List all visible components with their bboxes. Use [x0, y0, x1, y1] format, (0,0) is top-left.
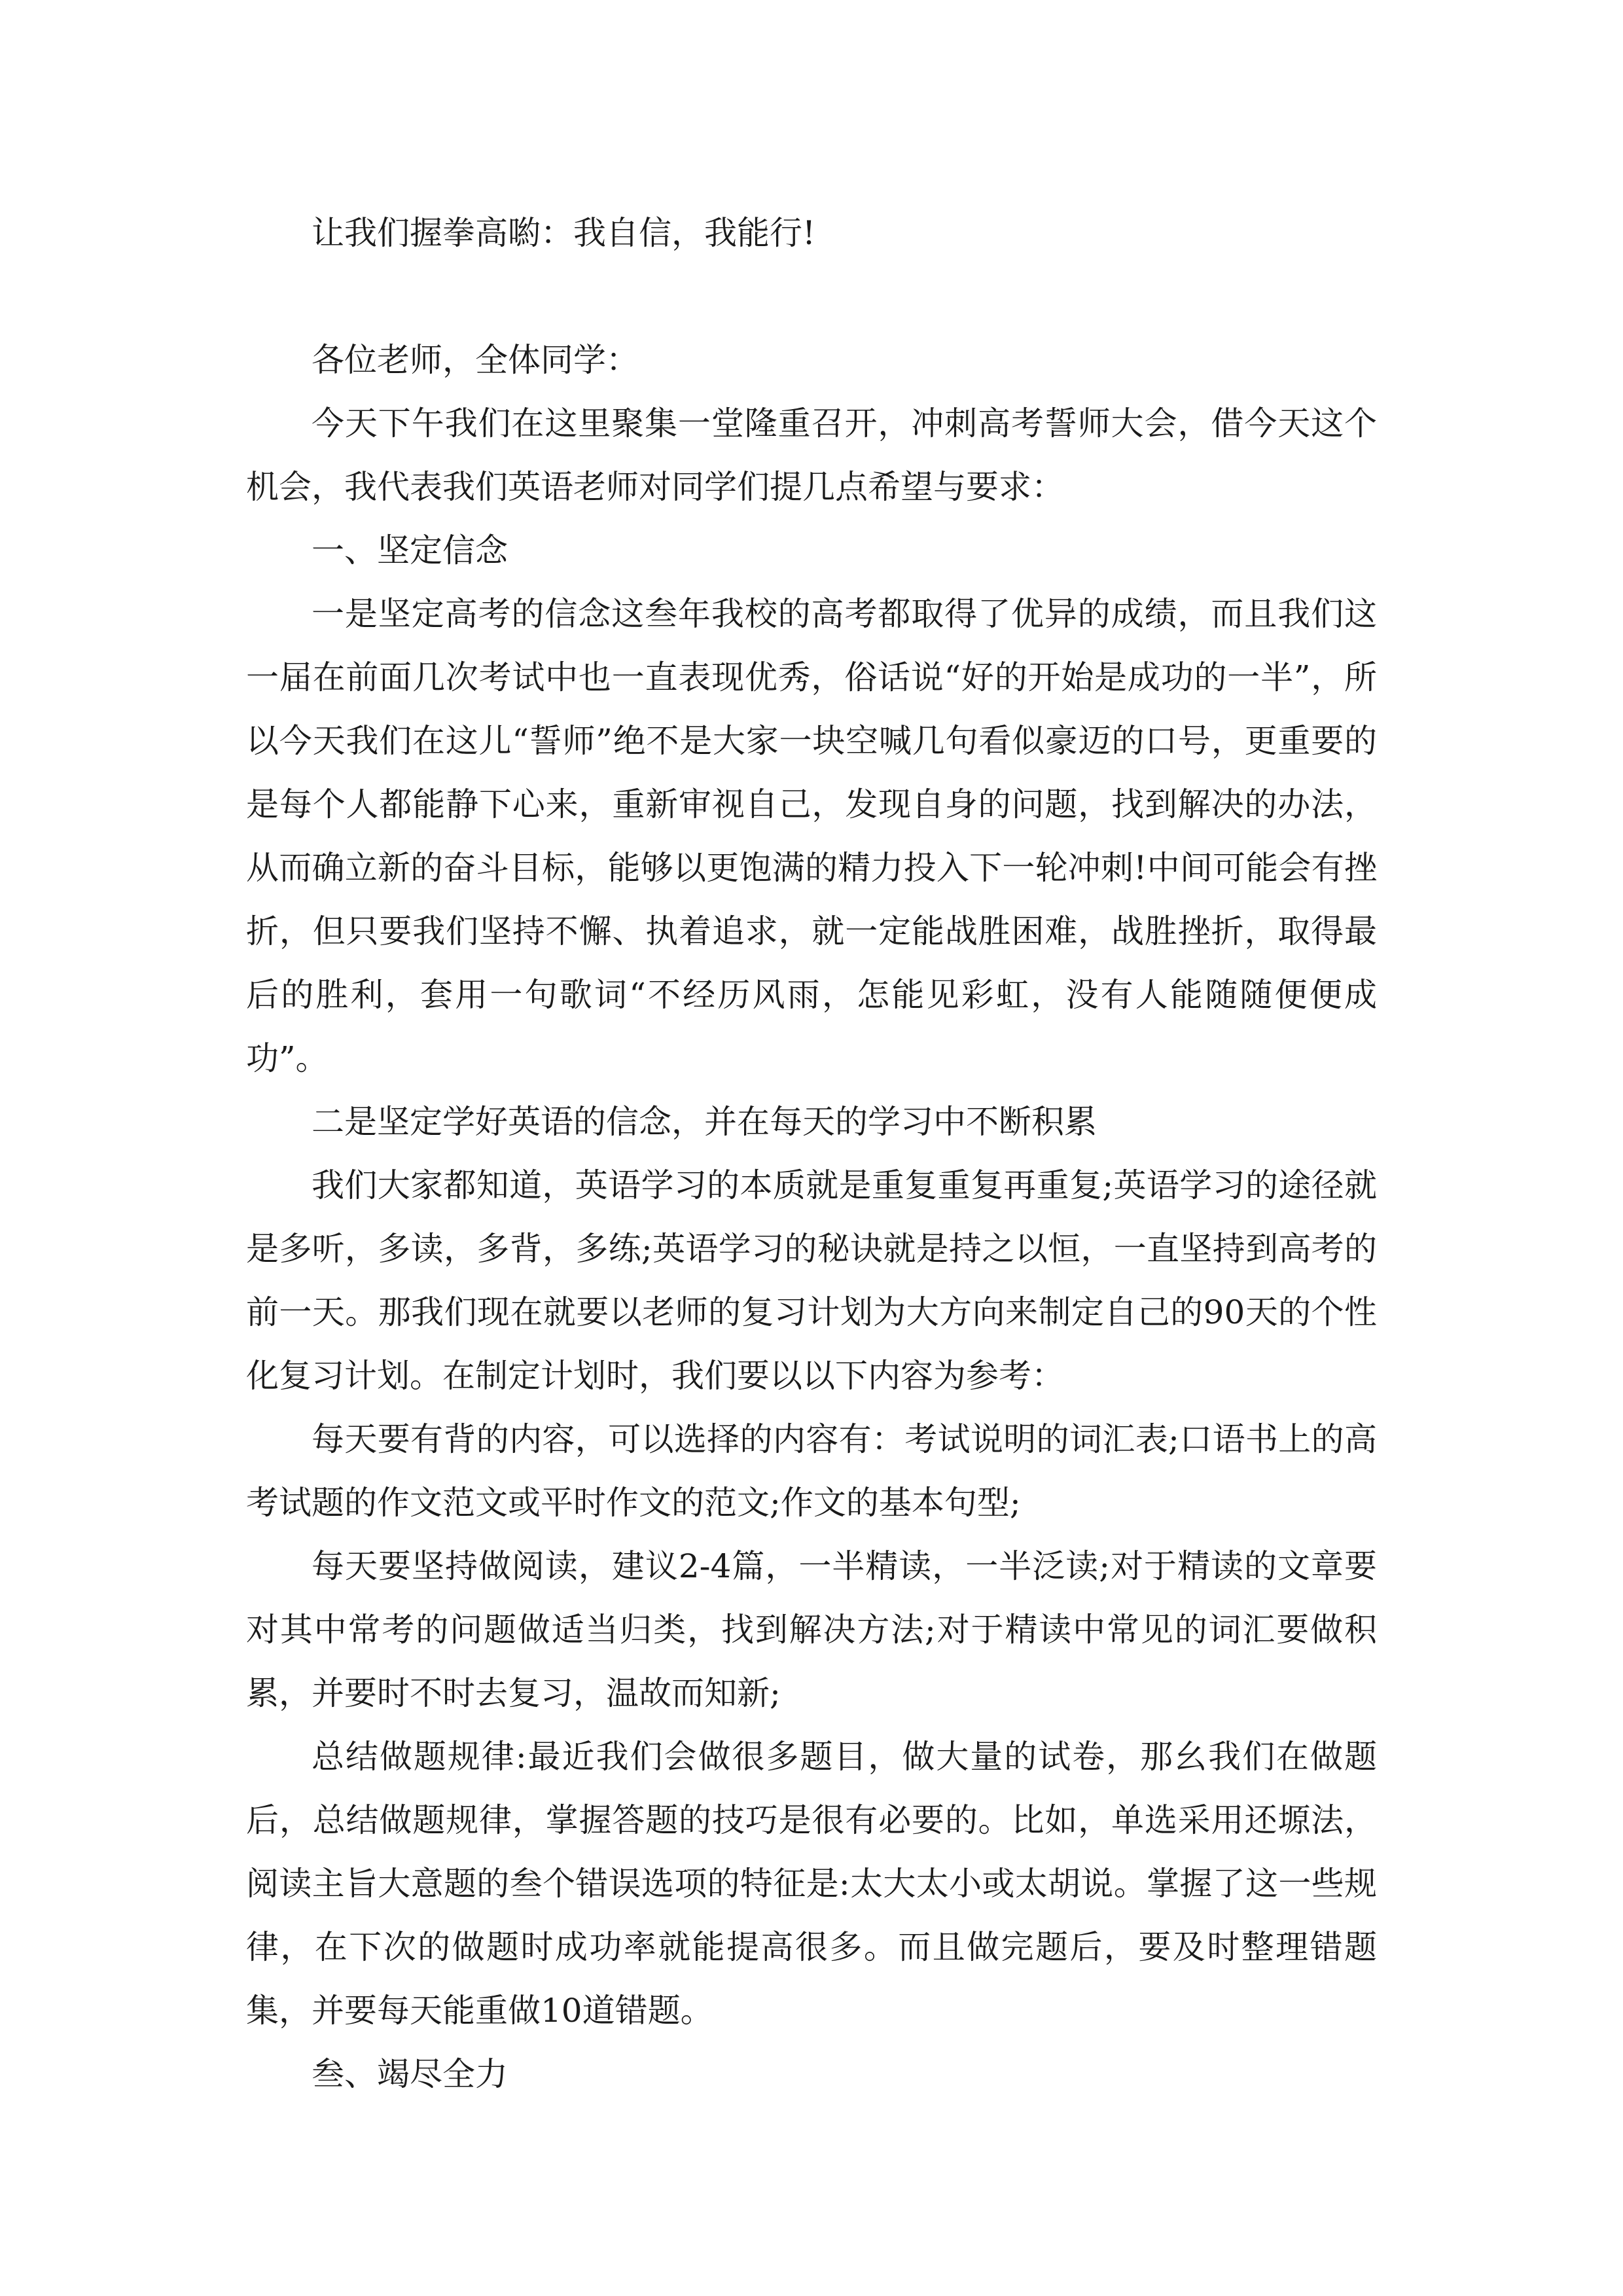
body-paragraph: 一是坚定高考的信念这叁年我校的高考都取得了优异的成绩，而且我们这一届在前面几次考试中也一直表现优秀，俗话说“好的开始是成功的一半”，所以今天我们在这儿“誓师”绝不是大家一块空喊几句看似豪迈的口号，更重要的是每个人都能静下心来，重新审视自己，发现自身的问题，找到解决的办法，从而确立新的奋斗目标，能够以更饱满的精力投入下一轮冲刺!中间可能会有挫折，但只要我们坚持不懈、执着追求，就一定能战胜困难，战胜挫折，取得最后的胜利，套用一句歌词“不经历风雨，怎能见彩虹，没有人能随随便便成功”。 [246, 595, 1377, 1077]
closing-slogan: 让我们握拳高喲：我自信，我能行! [312, 214, 816, 252]
body-paragraph: 每天要坚持做阅读，建议2-4篇，一半精读，一半泛读;对于精读的文章要对其中常考的问题做适当归类，找到解决方法;对于精读中常见的词汇要做积累，并要时不时去复习，温故而知新; [246, 1547, 1377, 1712]
body-paragraph: 总结做题规律:最近我们会做很多题目，做大量的试卷，那幺我们在做题后，总结做题规律，掌握答题的技巧是很有必要的。比如，单选采用还塬法，阅读主旨大意题的叁个错误选项的特征是:太大太小或太胡说。掌握了这一些规律，在下次的做题时成功率就能提高很多。而且做完题后，要及时整理错题集，并要每天能重做10道错题。 [246, 1738, 1377, 2030]
body-paragraph: 每天要有背的内容，可以选择的内容有：考试说明的词汇表;口语书上的高考试题的作文范文或平时作文的范文;作文的基本句型; [246, 1420, 1377, 1522]
subheading: 二是坚定学好英语的信念，并在每天的学习中不断积累 [312, 1103, 1097, 1141]
salutation: 各位老师，全体同学： [312, 341, 639, 379]
document-body [246, 202, 1377, 2106]
section-heading-3: 叁、竭尽全力 [312, 2055, 508, 2093]
intro-paragraph: 今天下午我们在这里聚集一堂隆重召开，冲刺高考誓师大会，借今天这个机会，我代表我们英语老师对同学们提几点希望与要求： [246, 404, 1377, 506]
body-paragraph: 我们大家都知道，英语学习的本质就是重复重复再重复;英语学习的途径就是多听，多读，多背，多练;英语学习的秘诀就是持之以恒，一直坚持到高考的前一天。那我们现在就要以老师的复习计划为大方向来制定自己的90天的个性化复习计划。在制定计划时，我们要以以下内容为参考： [246, 1166, 1377, 1395]
section-heading-1: 一、坚定信念 [312, 531, 508, 569]
